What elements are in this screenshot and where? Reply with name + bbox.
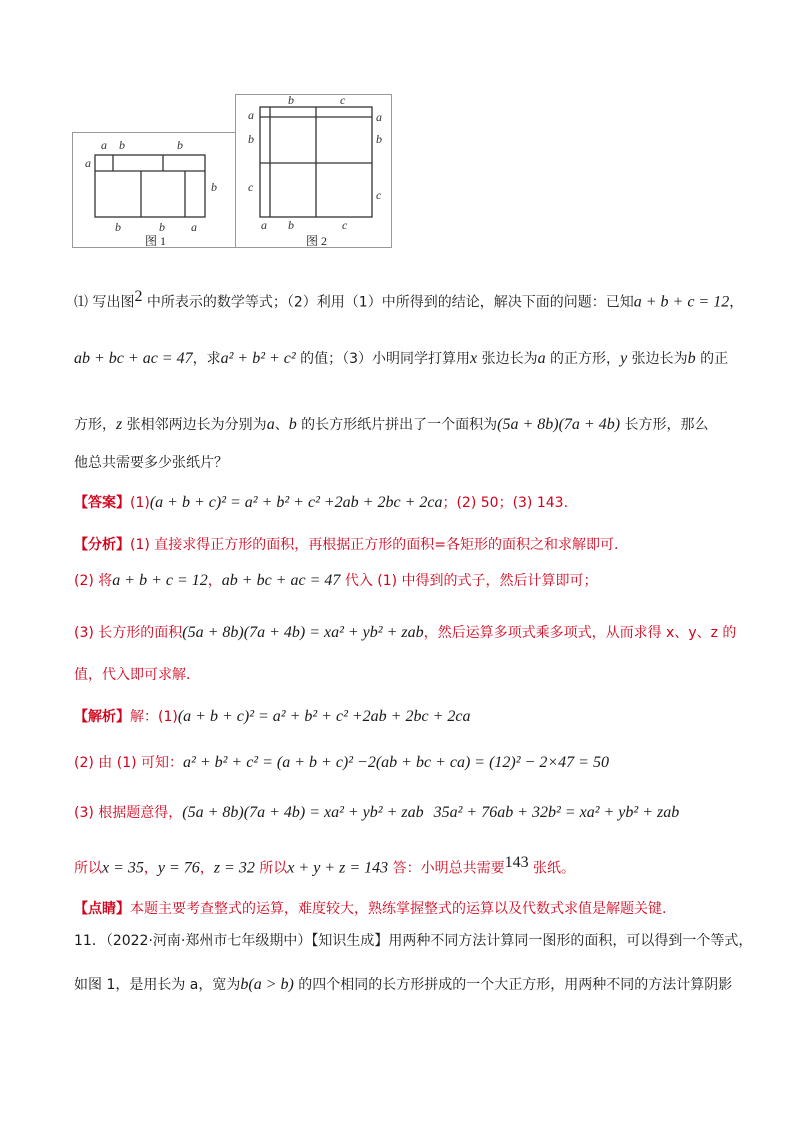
- solution-line-4: 所以x = 35，y = 76，z = 32 所以x + y + z = 143 答：小明总共需要$^{143}$ 张纸。: [74, 854, 576, 877]
- figure-2: [235, 94, 392, 248]
- fig2-label-top-c: c: [340, 95, 346, 107]
- fig1-label-top-b1: b: [119, 138, 125, 152]
- answer-line: 【答案】(1)(a + b + c)² = a² + b² + c² +2ab + 2bc + 2ca；(2) 50；(3) 143.: [74, 494, 569, 511]
- answer-tag: 【答案】: [74, 495, 130, 511]
- fig2-label-left-a: a: [248, 108, 254, 122]
- figure-1: [72, 132, 237, 248]
- problem-line-1: ⑴ 写出图$^2$ 中所表示的数学等式；（2）利用（1）中所得到的结论，解决下面的问题：已知a + b + c = 12，: [74, 288, 744, 311]
- area-expression: (5a + 8b)(7a + 4b): [497, 416, 621, 433]
- fig1-label-right-b: b: [211, 180, 217, 194]
- fig2-caption: 图 2: [306, 234, 328, 247]
- analysis-tag: 【分析】: [74, 537, 130, 553]
- fig2-label-left-b: b: [248, 132, 254, 146]
- fig1-label-bottom-a: a: [191, 220, 197, 234]
- problem-line-2: ab + bc + ac = 47，求a² + b² + c² 的值；（3）小明同学打算用x 张边长为a 的正方形，y 张边长为b 的正: [74, 350, 729, 367]
- fig1-label-bottom-b2: b: [159, 220, 165, 234]
- fig1-label-left-a: a: [85, 156, 91, 170]
- next-problem-line-1: 11．（2022·河南·郑州市七年级期中）【知识生成】用两种不同方法计算同一图形的面积，可以得到一个等式，: [74, 933, 753, 949]
- solution-line-1: 【解析】解：(1)(a + b + c)² = a² + b² + c² +2ab + 2bc + 2ca: [74, 708, 471, 725]
- fig1-label-top-a: a: [101, 138, 107, 152]
- fig2-label-bottom-a: a: [261, 218, 267, 232]
- comment-line: 【点睛】本题主要考查整式的运算，难度较大，熟练掌握整式的运算以及代数式求值是解题关键.: [74, 901, 667, 917]
- fig2-label-bottom-c: c: [342, 218, 348, 232]
- solution-line-3: (3) 根据题意得，(5a + 8b)(7a + 4b) = xa² + yb² + zab 35a² + 76ab + 32b² = xa² + yb² + zab: [74, 804, 680, 821]
- next-problem-line-2: 如图 1，是用长为 a，宽为b(a > b) 的四个相同的长方形拼成的一个大正方形，用两种不同的方法计算阴影: [74, 976, 733, 993]
- figure-1-diagram: [73, 133, 236, 247]
- fig2-label-left-c: c: [248, 180, 254, 194]
- answer-equation: (a + b + c)² = a² + b² + c² +2ab + 2bc + 2ca: [149, 494, 443, 511]
- fig2-label-right-c: c: [376, 188, 382, 202]
- solution-line-2: (2) 由 (1) 可知：a² + b² + c² = (a + b + c)² −2(ab + bc + ca) = (12)² − 2×47 = 50: [74, 754, 609, 771]
- solution-tag: 【解析】: [74, 709, 130, 725]
- dimension-expression: b(a > b): [240, 976, 294, 993]
- given-product-equation: ab + bc + ac = 47: [74, 350, 193, 367]
- analysis-line-4: 值，代入即可求解.: [74, 667, 191, 683]
- analysis-line-2: (2) 将a + b + c = 12，ab + bc + ac = 47 代入 (1) 中得到的式子，然后计算即可；: [74, 572, 598, 589]
- fig1-caption: 图 1: [145, 234, 167, 247]
- problem-line-3: 方形，z 张相邻两边长为分别为a、b 的长方形纸片拼出了一个面积为(5a + 8b)(7a + 4b) 长方形，那么: [74, 416, 709, 433]
- analysis-line-1: 【分析】(1) 直接求得正方形的面积，再根据正方形的面积=各矩形的面积之和求解即可.: [74, 537, 619, 553]
- analysis-line-3: (3) 长方形的面积(5a + 8b)(7a + 4b) = xa² + yb² + zab，然后运算多项式乘多项式，从而求得 x、y、z 的: [74, 624, 737, 641]
- fig2-label-bottom-b: b: [288, 218, 294, 232]
- target-expression: a² + b² + c²: [220, 350, 296, 367]
- fig2-label-right-a: a: [376, 110, 382, 124]
- figure-number: 2: [134, 288, 143, 305]
- fig2-label-top-b: b: [288, 95, 294, 107]
- fig1-label-top-b2: b: [177, 138, 183, 152]
- figure-2-diagram: [236, 95, 391, 247]
- fig2-label-right-b: b: [376, 132, 382, 146]
- fig1-label-bottom-b1: b: [115, 220, 121, 234]
- given-sum-equation: a + b + c = 12: [633, 293, 730, 311]
- comment-tag: 【点睛】: [74, 901, 130, 917]
- total-count: 143: [504, 854, 529, 871]
- problem-line-4: 他总共需要多少张纸片？: [74, 455, 228, 471]
